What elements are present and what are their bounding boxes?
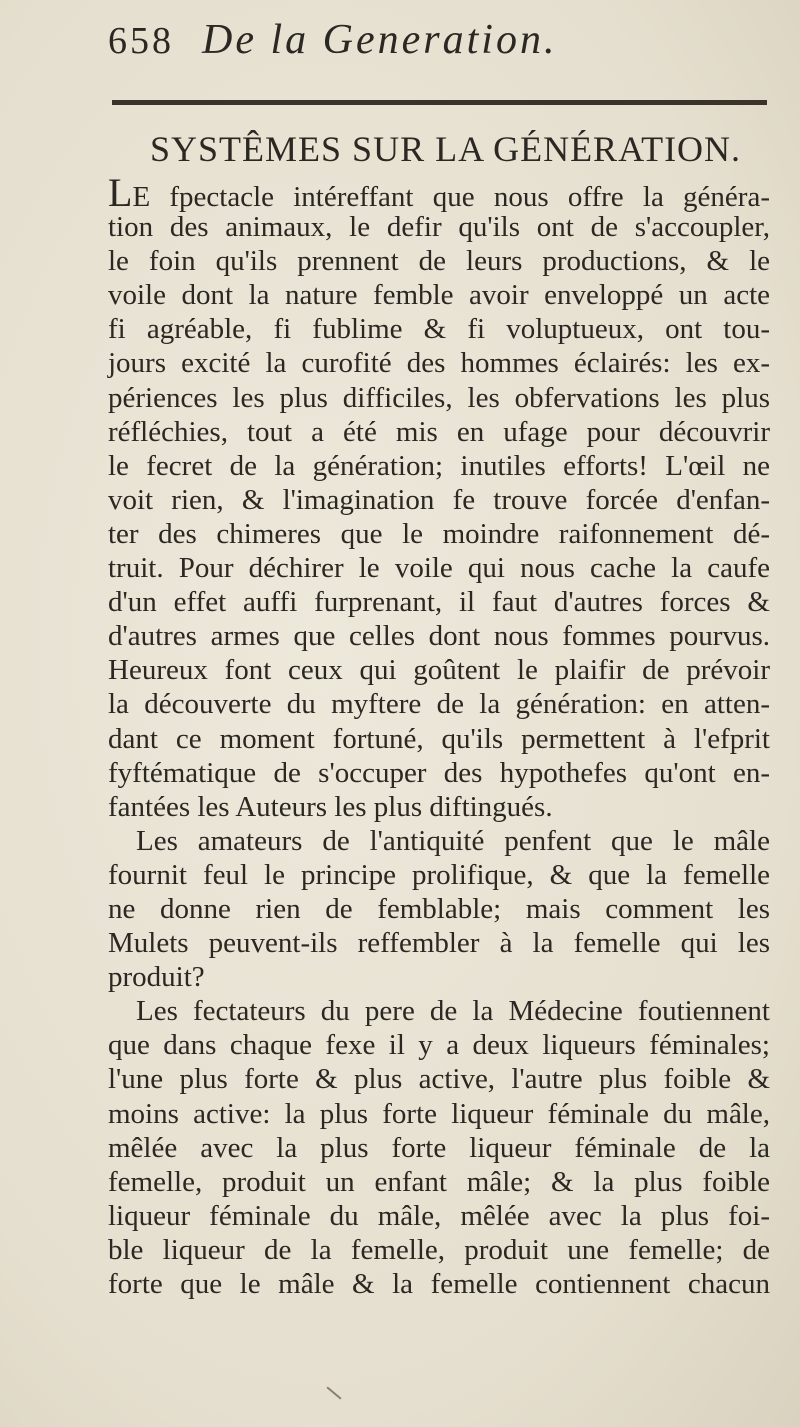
text-line: ne donne rien de femblable; mais comment les bbox=[108, 892, 770, 925]
text-line: d'un effet auffi furprenant, il faut d'autres forces & bbox=[108, 586, 770, 619]
text-line: réfléchies, tout a été mis en ufage pour découvrir bbox=[108, 415, 770, 448]
text-line: fyftématique de s'occuper des hypothefes qu'ont en- bbox=[108, 756, 770, 789]
text-line: liqueur féminale du mâle, mêlée avec la plus foi- bbox=[108, 1199, 770, 1232]
text-line: que dans chaque fexe il y a deux liqueurs féminales; bbox=[108, 1029, 770, 1062]
text-line: tion des animaux, le defir qu'ils ont de s'accoupler, bbox=[108, 211, 770, 244]
text-line: LE fpectacle intéreffant que nous offre la généra- bbox=[108, 170, 770, 215]
text-line: ter des chimeres que le moindre raifonnement dé- bbox=[108, 517, 770, 550]
text-line: le fecret de la génération; inutiles efforts! L'œil ne bbox=[108, 449, 770, 482]
text-line: dant ce moment fortuné, qu'ils permettent à l'efprit bbox=[108, 722, 770, 755]
header-rule bbox=[112, 100, 767, 105]
text-line: femelle, produit un enfant mâle; & la plus foible bbox=[108, 1165, 770, 1198]
text-line: périences les plus difficiles, les obfervations les plus bbox=[108, 381, 770, 414]
text-line: forte que le mâle & la femelle contiennent chacun bbox=[108, 1268, 770, 1300]
section-title: SYSTÊMES SUR LA GÉNÉRATION. bbox=[150, 129, 742, 169]
text-line: ble liqueur de la femelle, produit une femelle; de bbox=[108, 1233, 770, 1266]
text-line: fi agréable, fi fublime & fi voluptueux, ont tou- bbox=[108, 313, 770, 346]
text-line: produit? bbox=[108, 961, 205, 994]
text-line: la découverte du myftere de la génération: en atten- bbox=[108, 688, 770, 721]
text-line: jours excité la curofité des hommes éclairés: les ex- bbox=[108, 347, 770, 380]
text-line: fantées les Auteurs les plus diftingués. bbox=[108, 790, 553, 823]
text-line: truit. Pour déchirer le voile qui nous cache la caufe bbox=[108, 552, 770, 585]
text-line: l'une plus forte & plus active, l'autre plus foible & bbox=[108, 1063, 770, 1096]
text-line: moins active: la plus forte liqueur féminale du mâle, bbox=[108, 1097, 770, 1130]
text-line: Mulets peuvent-ils reffembler à la femelle qui les bbox=[108, 927, 770, 960]
text-line: Les amateurs de l'antiquité penfent que le mâle bbox=[136, 824, 770, 857]
text-line: Les fectateurs du pere de la Médecine foutiennent bbox=[136, 995, 770, 1028]
drop-cap: L bbox=[108, 170, 133, 215]
page-number: 658 bbox=[108, 20, 174, 62]
running-head bbox=[108, 16, 557, 64]
text-line: voit rien, & l'imagination fe trouve forcée d'enfan- bbox=[108, 483, 770, 516]
text-line: fournit feul le principe prolifique, & que la femelle bbox=[108, 858, 770, 891]
text-line: Heureux font ceux qui goûtent le plaifir de prévoir bbox=[108, 654, 770, 687]
text-line: voile dont la nature femble avoir enveloppé un acte bbox=[108, 279, 770, 312]
text-line: mêlée avec la plus forte liqueur féminale de la bbox=[108, 1131, 770, 1164]
body-text bbox=[108, 170, 770, 1301]
page-blemish bbox=[326, 1386, 341, 1399]
running-title: De la Generation. bbox=[202, 17, 558, 63]
text-line: d'autres armes que celles dont nous fommes pourvus. bbox=[108, 620, 770, 653]
text-line: le foin qu'ils prennent de leurs productions, & le bbox=[108, 245, 770, 278]
